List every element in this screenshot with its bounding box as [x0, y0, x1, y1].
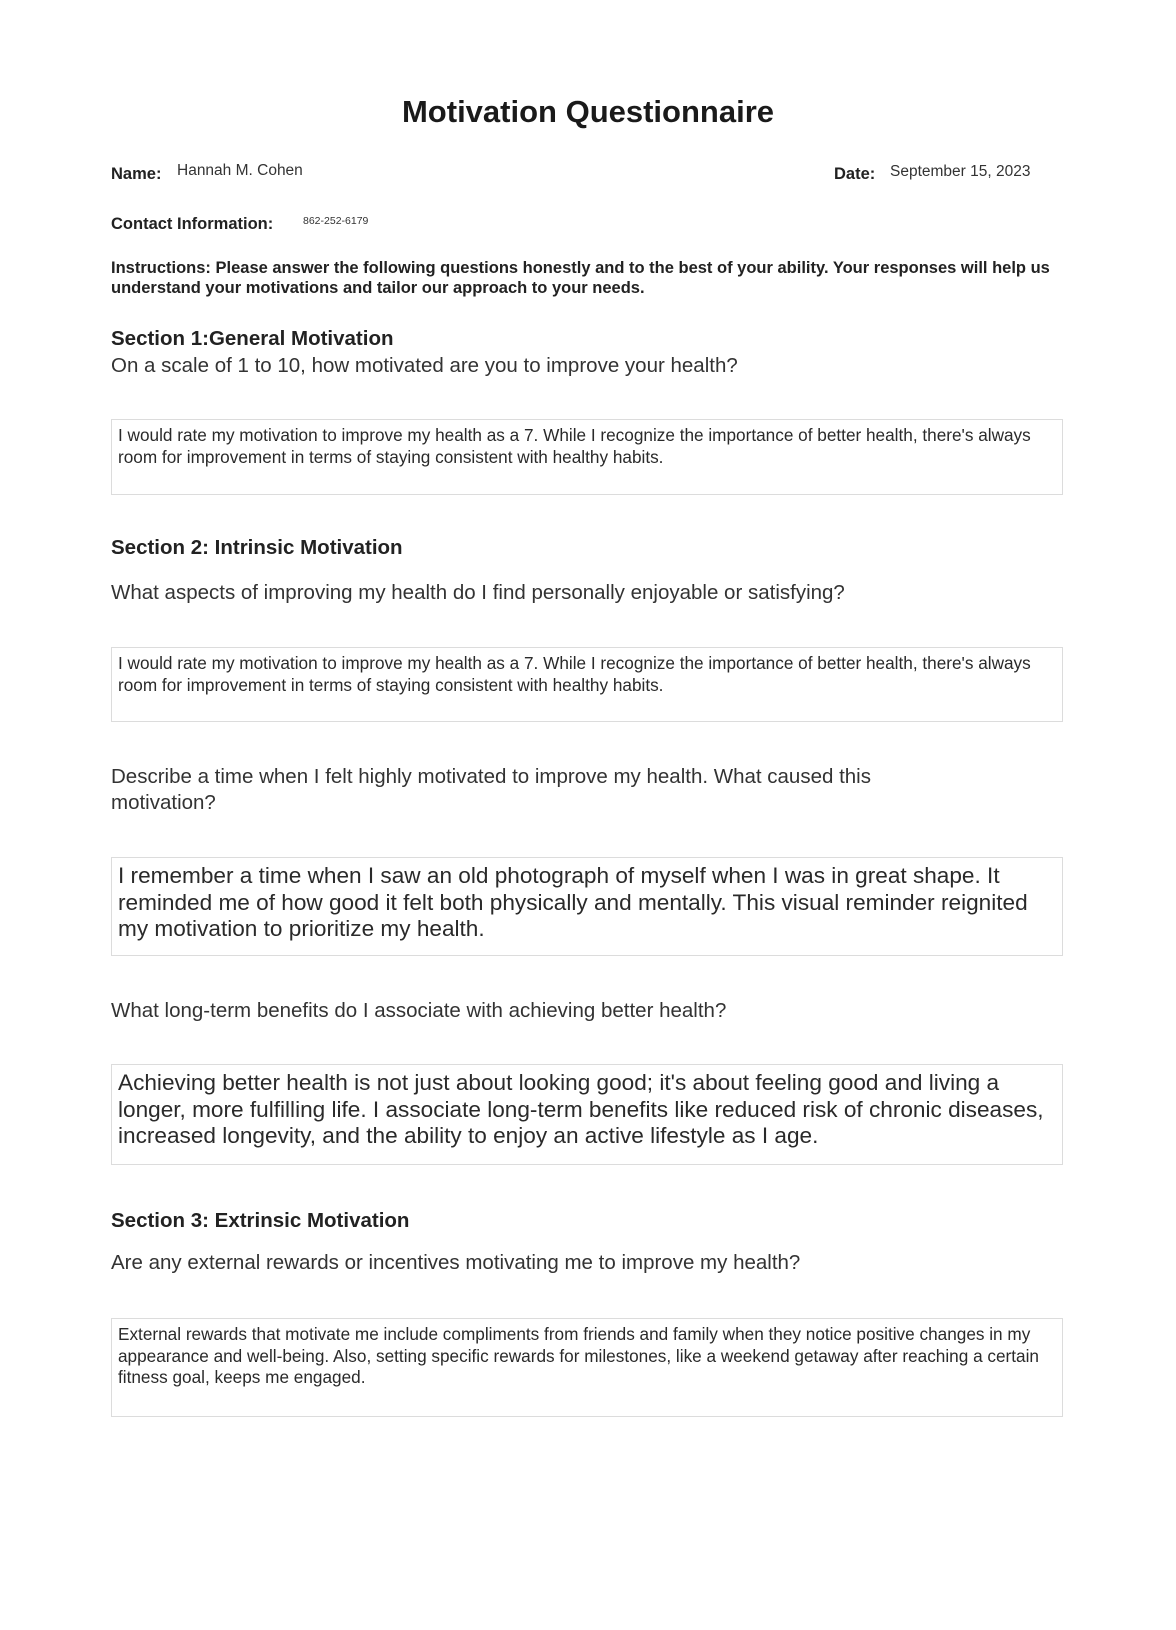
section-1-heading: Section 1:General Motivation — [111, 327, 394, 350]
section-2-answer-1-box: I would rate my motivation to improve my health as a 7. While I recognize the importance of better health, there's always room for improvement in terms of staying consistent with healthy habits. — [111, 647, 1063, 722]
contact-label: Contact Information: — [111, 215, 274, 233]
section-3-heading: Section 3: Extrinsic Motivation — [111, 1209, 410, 1232]
section-2-question-1: What aspects of improving my health do I find personally enjoyable or satisfying? — [111, 581, 845, 604]
name-label: Name: — [111, 165, 162, 183]
contact-value: 862-252-6179 — [303, 215, 369, 227]
section-3-question-1: Are any external rewards or incentives motivating me to improve my health? — [111, 1251, 801, 1274]
instructions: Instructions: Please answer the following questions honestly and to the best of your ability. Your responses will help us understand your motivations and tailor our approach to your needs. — [111, 259, 1050, 297]
date-value: September 15, 2023 — [890, 163, 1031, 180]
section-2-question-3: What long-term benefits do I associate with achieving better health? — [111, 999, 727, 1022]
section-2-heading: Section 2: Intrinsic Motivation — [111, 536, 403, 559]
section-2-question-2: Describe a time when I felt highly motivated to improve my health. What caused this motivation? — [111, 765, 871, 814]
name-value: Hannah M. Cohen — [177, 162, 303, 179]
section-2-answer-2-box: I remember a time when I saw an old photograph of myself when I was in great shape. It reminded me of how good it felt both physically and mentally. This visual reminder reignited my motivation to prioritize my health. — [111, 857, 1063, 956]
section-1-answer-box: I would rate my motivation to improve my health as a 7. While I recognize the importance of better health, there's always room for improvement in terms of staying consistent with healthy habits. — [111, 419, 1063, 495]
date-label: Date: — [834, 165, 876, 183]
document-title: Motivation Questionnaire — [401, 94, 775, 129]
section-3-answer-1-box: External rewards that motivate me include compliments from friends and family when they notice positive changes in my appearance and well-being. Also, setting specific rewards for milestones, like a weekend getaway after reaching a certain fitness goal, keeps me engaged. — [111, 1318, 1063, 1417]
section-1-question: On a scale of 1 to 10, how motivated are you to improve your health? — [111, 354, 738, 377]
section-2-answer-3-box: Achieving better health is not just about looking good; it's about feeling good and living a longer, more fulfilling life. I associate long-term benefits like reduced risk of chronic diseases, increased longevity, and the ability to enjoy an active lifestyle as I age. — [111, 1064, 1063, 1165]
